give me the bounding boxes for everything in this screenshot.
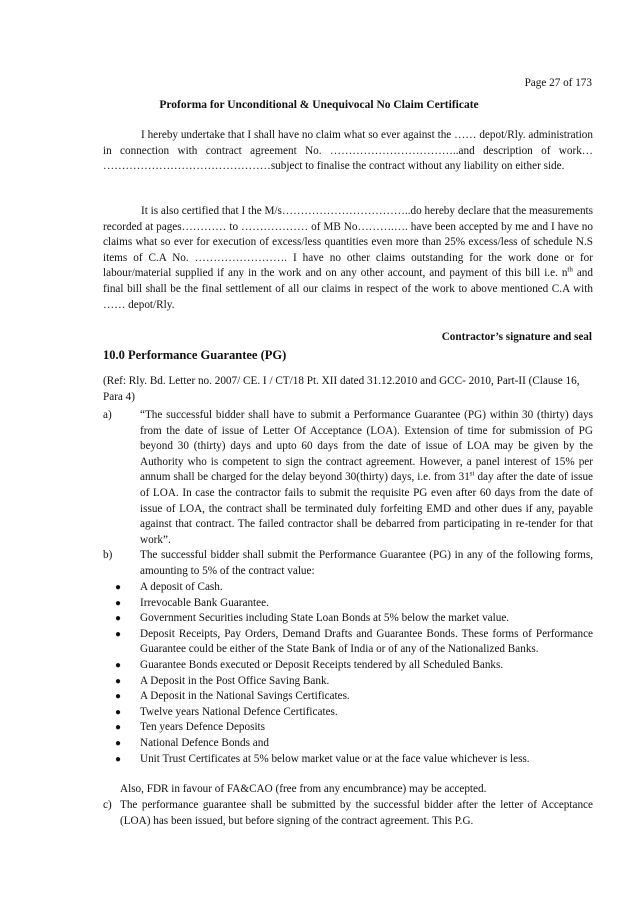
list-item: ● Deposit Receipts, Pay Orders, Demand Drafts and Guarantee Bonds. These forms of Performance Guarantee could be either of the State Bank of India or of any of the Nationalized Banks. [115,627,593,656]
list-item: ● Government Securities including State Loan Bonds at 5% below the market value. [103,611,593,627]
fdr-note: Also, FDR in favour of FA&CAO (free from any encumbrance) may be accepted. [120,783,487,795]
certificate-title: Proforma for Unconditional & Unequivocal No Claim Certificate [159,99,479,111]
certification-text-part1: It is also certified that I the M/s……………………………..do hereby declare that the measurements recorded at pages………… to ……………… of MB No……….…. have been accepted by me and I have no claims what so ever for execution of excess/less quantities even more than 25% excess/less of schedule N.S items of C.A No. ……………………. I have no other claims outstanding for the work done or for labour/material supplied if any in the work and on any other account, and payment of this bill i.e. n [103,205,593,280]
superscript-th: th [567,265,573,274]
section-heading: 10.0 Performance Guarantee (PG) [103,348,287,362]
page-number: Page 27 of 173 [524,77,592,89]
list-item: ● National Defence Bonds and [103,736,593,752]
list-item: ● Unit Trust Certificates at 5% below market value or at the face value whichever is less. [103,752,593,768]
undertaking-paragraph: I hereby undertake that I shall have no claim what so ever against the …… depot/Rly. administration in connection with contract agreement No. ……………………………..and description of work… ………………………………………subject to finalise the contract without any liability on either side. [103,129,593,173]
bullet-icon: ● [115,597,122,609]
list-item: ● A Deposit in the Post Office Saving Bank. [103,674,593,690]
pg-forms-list [103,580,593,767]
list-item: ● Guarantee Bonds executed or Deposit Receipts tendered by all Scheduled Banks. [103,658,593,674]
clause-b-label: b) [103,549,113,561]
list-item: ● Twelve years National Defence Certificates. [103,705,593,721]
reference-note: (Ref: Rly. Bd. Letter no. 2007/ CE. I / CT/18 Pt. XII dated 31.12.2010 and GCC- 2010, Part-II (Clause 16, Para 4) [103,375,580,403]
bullet-icon: ● [115,613,122,625]
clause-b [103,548,593,579]
list-item: ● Irrevocable Bank Guarantee. [103,596,593,612]
bullet-icon: ● [115,675,122,687]
clause-a-text: “The successful bidder shall have to submit a Performance Guarantee (PG) within 30 (thirty) days from the date of issue of Letter Of Acceptance (LOA). Extension of time for submission of PG beyond 30 (thirty) days and upto 60 days from the date of issue of LOA may be given by the Authority who is competent to sign the contract agreement. However, a panel interest of 15% per annum shall be charged for the delay beyond 30(thirty) days, i.e. from 31st day after the date of issue of LOA. In case the contractor fails to submit the requisite PG even after 60 days from the date of issue of LOA, the contract shall be terminated duly forfeiting EMD and other dues if any, payable against that contract. The failed contractor shall be debarred from participating in re-tender for that work”. [140,409,594,546]
clause-a-label: a) [103,409,112,421]
superscript-st: st [469,469,475,478]
bullet-icon: ● [115,706,122,718]
list-item: ● A deposit of Cash. [103,580,593,596]
bullet-icon: ● [115,722,122,734]
list-item: ● Ten years Defence Deposits [103,720,593,736]
clause-c-text: The performance guarantee shall be submitted by the successful bidder after the letter of Acceptance (LOA) has been issued, but before signing of the contract agreement. This P.G. [120,799,593,827]
clause-a [103,408,593,548]
bullet-icon: ● [115,628,122,640]
bullet-icon: ● [115,691,122,703]
bullet-icon: ● [115,753,122,765]
certification-text-part2: and final bill shall be the final settlement of all our claims in respect of the work to above mentioned C.A with …… depot/Rly. [103,267,593,311]
certification-paragraph [103,204,593,313]
bullet-icon: ● [115,737,122,749]
contractor-signature-label: Contractor’s signature and seal [441,331,592,343]
clause-c-label: c) [103,799,112,811]
clause-c [103,798,593,829]
bullet-icon: ● [115,659,122,671]
list-item: ● A Deposit in the National Savings Certificates. [103,689,593,705]
bullet-icon: ● [115,582,122,593]
clause-b-text: The successful bidder shall submit the Performance Guarantee (PG) in any of the following forms, amounting to 5% of the contract value: [140,549,593,577]
